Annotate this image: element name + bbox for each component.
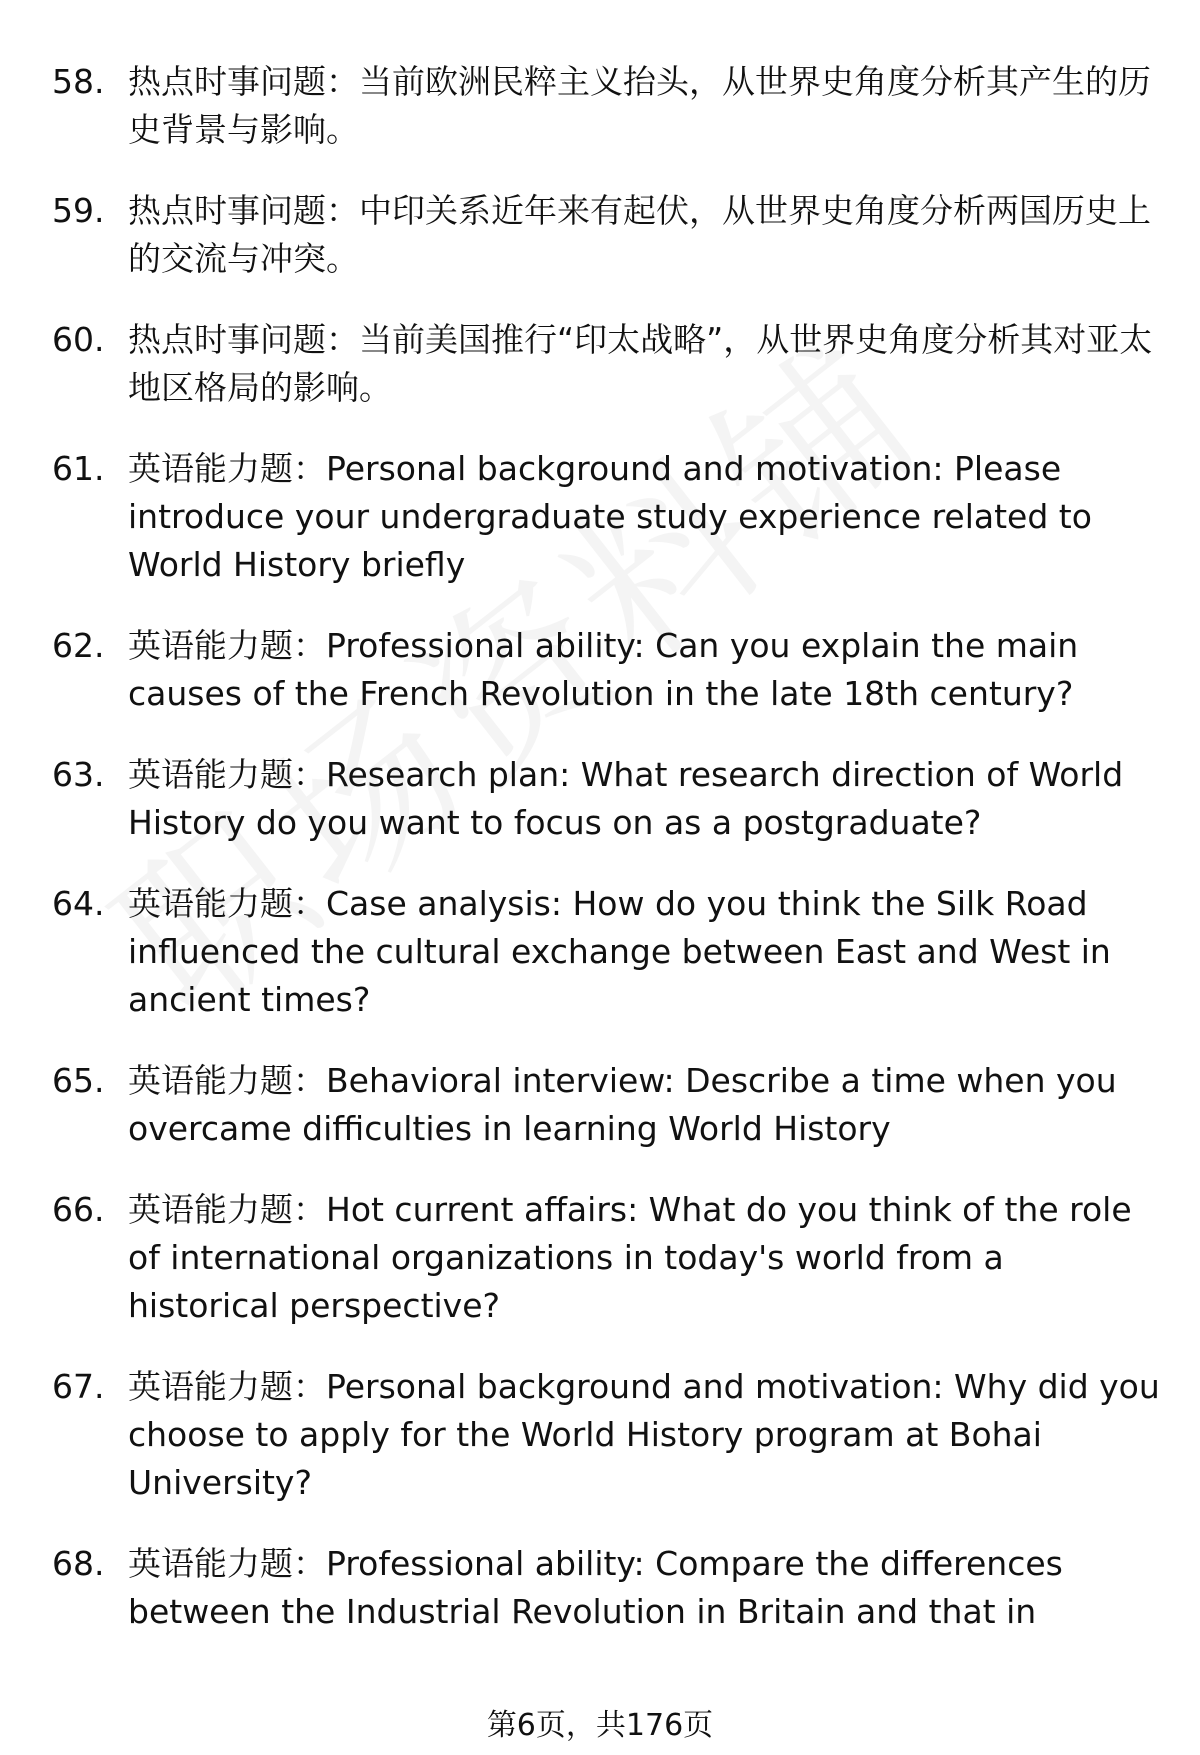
question-item xyxy=(0,445,1200,589)
page-footer: 第6页，共176页 xyxy=(486,1708,714,1743)
question-text: 英语能力题：Personal background and motivation: Why did you choose to apply for the World History program at Bohai University? xyxy=(128,1367,1160,1502)
question-item xyxy=(0,1057,1200,1153)
question-text: 热点时事问题：中印关系近年来有起伏，从世界史角度分析两国历史上的交流与冲突。 xyxy=(128,191,1151,278)
question-number: 60. xyxy=(52,320,105,359)
question-text: 英语能力题：Case analysis: How do you think the Silk Road influenced the cultural exchange between East and West in ancient times? xyxy=(128,884,1111,1019)
question-item xyxy=(0,1363,1200,1507)
question-text: 英语能力题：Professional ability: Compare the differences between the Industrial Revolution in Britain and that in xyxy=(128,1544,1063,1631)
question-text: 英语能力题：Hot current affairs: What do you think of the role of international organizations in today's world from a historical perspective? xyxy=(128,1190,1132,1325)
question-number: 59. xyxy=(52,191,105,230)
question-item xyxy=(0,622,1200,718)
question-number: 63. xyxy=(52,755,105,794)
question-item xyxy=(0,1186,1200,1330)
question-item xyxy=(0,316,1200,412)
question-text: 英语能力题：Research plan: What research direction of World History do you want to focus on as a postgraduate? xyxy=(128,755,1124,842)
question-number: 67. xyxy=(52,1367,105,1406)
question-text: 英语能力题：Personal background and motivation: Please introduce your undergraduate study experience related to World History briefly xyxy=(128,449,1092,584)
question-number: 65. xyxy=(52,1061,105,1100)
question-item xyxy=(0,1540,1200,1636)
question-number: 68. xyxy=(52,1544,105,1583)
question-item xyxy=(0,58,1200,154)
question-number: 61. xyxy=(52,449,105,488)
question-text: 热点时事问题：当前欧洲民粹主义抬头，从世界史角度分析其产生的历史背景与影响。 xyxy=(128,62,1151,149)
question-number: 58. xyxy=(52,62,105,101)
question-text: 热点时事问题：当前美国推行“印太战略”，从世界史角度分析其对亚太地区格局的影响。 xyxy=(128,320,1153,407)
question-text: 英语能力题：Behavioral interview: Describe a time when you overcame difficulties in learning World History xyxy=(128,1061,1117,1148)
question-item xyxy=(0,880,1200,1024)
question-item xyxy=(0,187,1200,283)
question-number: 62. xyxy=(52,626,105,665)
question-item xyxy=(0,751,1200,847)
question-text: 英语能力题：Professional ability: Can you explain the main causes of the French Revolution in the late 18th century? xyxy=(128,626,1079,713)
question-list xyxy=(0,58,1200,1669)
question-number: 66. xyxy=(52,1190,105,1229)
question-number: 64. xyxy=(52,884,105,923)
